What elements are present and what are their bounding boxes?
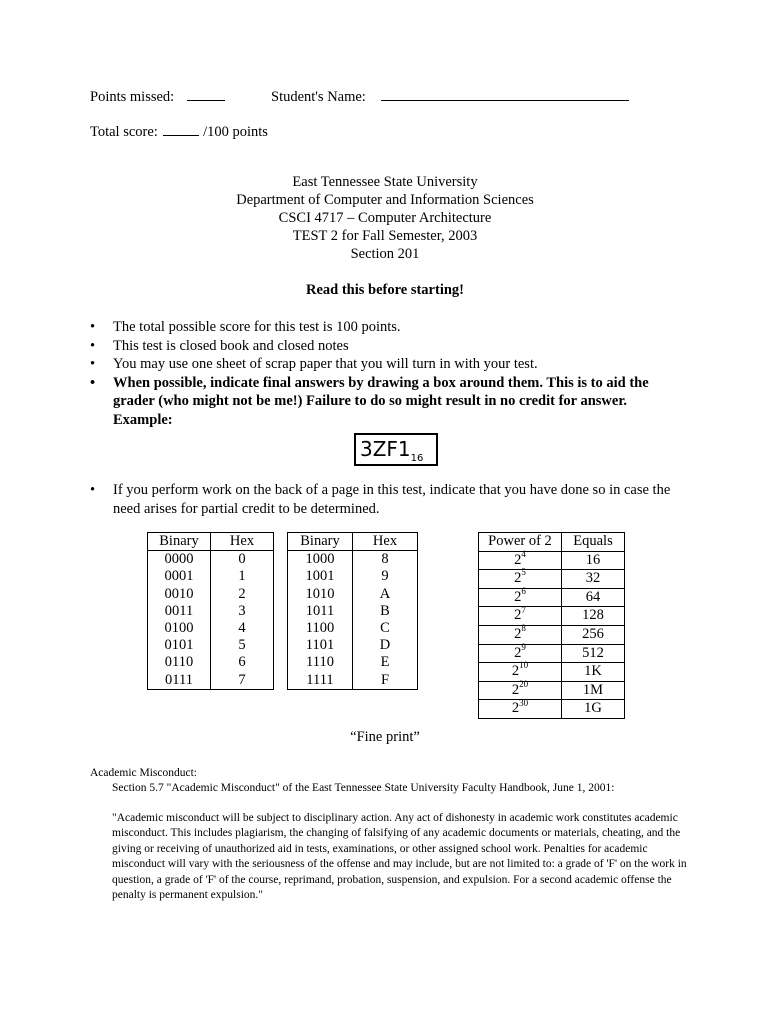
column-header: Binary — [288, 533, 353, 551]
total-score-suffix: /100 points — [203, 124, 268, 140]
powers-of-two-table — [478, 532, 625, 719]
power-exponent: 10 — [519, 660, 529, 671]
hex-cell: E — [353, 654, 418, 671]
section-number: Section 201 — [350, 246, 420, 262]
university-name: East Tennessee State University — [292, 174, 478, 190]
bullet-text: This test is closed book and closed notes — [113, 337, 349, 354]
boxed-answer-example — [354, 433, 438, 466]
table-row — [288, 551, 418, 569]
table-row — [479, 681, 625, 700]
table-header-row — [148, 533, 274, 551]
points-missed-field — [90, 86, 225, 106]
power-exponent: 7 — [521, 604, 526, 615]
equals-cell: 64 — [562, 588, 625, 607]
hex-cell: 9 — [353, 568, 418, 585]
department-name: Department of Computer and Information Sciences — [236, 192, 534, 208]
list-item — [90, 355, 690, 374]
power-cell — [479, 625, 562, 644]
power-exponent: 8 — [521, 623, 526, 634]
power-exponent: 6 — [521, 585, 526, 596]
table-row — [479, 663, 625, 682]
column-header: Equals — [562, 533, 625, 552]
list-item — [90, 337, 690, 356]
list-item — [90, 374, 690, 430]
equals-cell: 256 — [562, 625, 625, 644]
table-header-row — [288, 533, 418, 551]
table-row — [479, 570, 625, 589]
binary-cell: 0110 — [148, 654, 211, 671]
total-score-label: Total score: — [90, 124, 158, 140]
table-row — [148, 672, 274, 690]
total-score-blank[interactable] — [163, 121, 199, 136]
hex-cell: B — [353, 603, 418, 620]
hex-cell: 8 — [353, 551, 418, 569]
table-row — [148, 637, 274, 654]
bullet-icon: • — [90, 319, 96, 335]
points-missed-label: Points missed: — [90, 89, 175, 105]
points-missed-blank[interactable] — [187, 86, 225, 101]
equals-cell: 512 — [562, 644, 625, 663]
bullet-text: You may use one sheet of scrap paper that you will turn in with your test. — [113, 356, 538, 372]
instructions-list — [90, 318, 690, 429]
power-exponent: 5 — [521, 567, 526, 578]
power-cell — [479, 585, 562, 607]
power-exponent: 9 — [521, 641, 526, 652]
binary-hex-table-low — [147, 532, 274, 690]
hex-cell: C — [353, 620, 418, 637]
hex-cell: 5 — [211, 637, 274, 654]
binary-cell: 0001 — [148, 568, 211, 585]
misconduct-label: Academic Misconduct: — [90, 767, 197, 779]
table-row — [479, 588, 625, 607]
power-cell — [479, 567, 562, 589]
power-base: 2 — [514, 644, 522, 661]
bullet-text: The total possible score for this test is 100 points. — [113, 319, 401, 335]
power-base: 2 — [514, 607, 522, 624]
table-row — [148, 551, 274, 569]
table-row — [288, 637, 418, 654]
equals-cell: 32 — [562, 570, 625, 589]
hex-cell: 0 — [211, 551, 274, 569]
bullet-icon: • — [90, 356, 96, 372]
example-value: 3ZF1 — [360, 437, 411, 461]
hex-cell: 1 — [211, 568, 274, 585]
student-name-field — [271, 86, 629, 106]
table-row — [148, 568, 274, 585]
hex-cell: 2 — [211, 586, 274, 603]
power-base: 2 — [514, 551, 522, 568]
total-score-field — [90, 121, 268, 141]
hex-cell: 6 — [211, 654, 274, 671]
table-row — [288, 654, 418, 671]
list-item — [90, 481, 690, 518]
power-base: 2 — [511, 663, 520, 680]
table-row — [288, 672, 418, 690]
equals-cell: 1G — [562, 700, 625, 719]
hex-cell: 4 — [211, 620, 274, 637]
bullet-icon: • — [90, 374, 96, 391]
table-row — [479, 700, 625, 719]
table-row — [288, 568, 418, 585]
equals-cell: 1M — [562, 681, 625, 700]
table-row — [148, 603, 274, 620]
bullet-icon: • — [90, 337, 96, 354]
hex-cell: F — [353, 672, 418, 690]
table-row — [479, 625, 625, 644]
equals-cell: 1K — [562, 663, 625, 682]
binary-cell: 1111 — [288, 672, 353, 690]
binary-hex-table-high — [287, 532, 418, 690]
binary-cell: 1110 — [288, 654, 353, 671]
power-base: 2 — [511, 700, 520, 717]
student-name-label: Student's Name: — [271, 89, 366, 105]
power-cell — [479, 697, 562, 719]
instructions-heading: Read this before starting! — [305, 282, 464, 298]
binary-cell: 1010 — [288, 586, 353, 603]
table-row — [479, 607, 625, 626]
power-base: 2 — [514, 625, 522, 642]
table-row — [479, 644, 625, 663]
course-title: CSCI 4717 – Computer Architecture — [278, 210, 492, 226]
binary-cell: 0010 — [148, 586, 211, 603]
column-header: Power of 2 — [479, 533, 562, 552]
binary-cell: 1100 — [288, 620, 353, 637]
binary-cell: 0101 — [148, 637, 211, 654]
table-header-row — [479, 533, 625, 552]
power-base: 2 — [514, 570, 522, 587]
handbook-section-reference: Section 5.7 "Academic Misconduct" of the East Tennessee State University Faculty Handbook, June 1, 2001: — [112, 782, 615, 794]
hex-cell: 7 — [211, 672, 274, 690]
misconduct-policy-text: "Academic misconduct will be subject to disciplinary action. Any act of dishonesty in academic work constitutes academic misconduct. This includes plagiarism, the changing of falsifying of any academic documents or materials, cheating, and the giving or receiving of unauthorized aid in tests, examinations, or other assigned school work. Penalties for academic misconduct will vary with the seriousness of the offense and may include, but are not limited to: a grade of 'F' on the work in question, a grade of 'F' of the course, reprimand, probation, suspension, and expulsion. For a second academic offense the penalty is permanent expulsion." — [112, 812, 687, 902]
power-exponent: 30 — [519, 697, 529, 708]
binary-cell: 0000 — [148, 551, 211, 569]
hex-cell: 3 — [211, 603, 274, 620]
table-row — [479, 551, 625, 570]
hex-cell: A — [353, 586, 418, 603]
hex-cell: D — [353, 637, 418, 654]
column-header: Hex — [353, 533, 418, 551]
table-row — [148, 654, 274, 671]
binary-cell: 1011 — [288, 603, 353, 620]
test-title: TEST 2 for Fall Semester, 2003 — [292, 228, 478, 244]
table-row — [288, 586, 418, 603]
power-cell — [479, 604, 562, 626]
power-exponent: 4 — [521, 548, 526, 559]
binary-cell: 1001 — [288, 568, 353, 585]
power-exponent: 20 — [519, 678, 529, 689]
table-row — [148, 620, 274, 637]
bullet-text: If you perform work on the back of a page in this test, indicate that you have done so in case the need arises for partial credit to be determined. — [113, 482, 671, 517]
bullet-text: When possible, indicate final answers by drawing a box around them. This is to aid the grader (who might not be me!) Failure to do so might result in no credit for answer. Example: — [113, 374, 649, 428]
binary-cell: 0011 — [148, 603, 211, 620]
bullet-icon: • — [90, 482, 96, 498]
equals-cell: 128 — [562, 607, 625, 626]
student-name-blank[interactable] — [381, 86, 629, 101]
equals-cell: 16 — [562, 551, 625, 570]
example-subscript: 16 — [410, 453, 424, 464]
table-row — [288, 620, 418, 637]
binary-cell: 0100 — [148, 620, 211, 637]
binary-cell: 1000 — [288, 551, 353, 569]
column-header: Binary — [148, 533, 211, 551]
table-row — [288, 603, 418, 620]
table-row — [148, 586, 274, 603]
power-base: 2 — [514, 588, 522, 605]
fine-print-heading: “Fine print” — [350, 729, 420, 745]
list-item — [90, 318, 690, 337]
power-base: 2 — [511, 681, 520, 698]
column-header: Hex — [211, 533, 274, 551]
binary-cell: 1101 — [288, 637, 353, 654]
power-cell — [479, 548, 562, 570]
binary-cell: 0111 — [148, 672, 211, 690]
